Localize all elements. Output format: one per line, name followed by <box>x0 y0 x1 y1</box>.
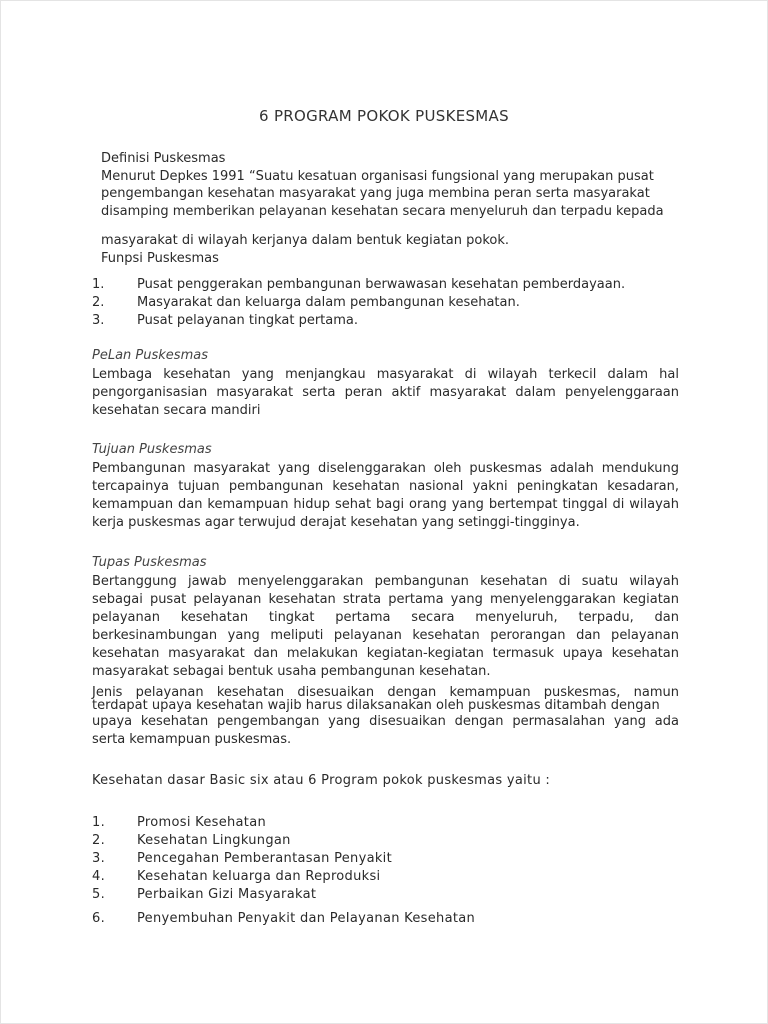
page-title: 6 PROGRAM POKOK PUSKESMAS <box>259 107 509 125</box>
program-list <box>92 814 682 928</box>
list-text: Kesehatan keIuarga dan Reproduksi <box>137 869 381 884</box>
paragraph-line: pelayanan kesehatan tingkat pertama secara menyeluruh, terpadu, dan <box>92 610 679 625</box>
list-text: Penyembuhan Penyakit dan PeIayanan Kesehatan <box>137 911 476 926</box>
list-text: Pencegahan Pemberantasan Penyakit <box>137 851 392 866</box>
list-item <box>92 886 682 904</box>
list-item <box>92 868 682 886</box>
peran-section <box>92 347 679 420</box>
list-item <box>92 814 682 832</box>
list-number: 5. <box>92 887 106 902</box>
list-text: Promosi Kesehatan <box>137 815 267 830</box>
list-number: 2. <box>92 295 105 310</box>
list-text: Perbaikan Gizi Masyarakat <box>137 887 317 902</box>
list-text: Masyarakat dan keluarga dalam pembangunan kesehatan. <box>137 295 520 310</box>
tujuan-section <box>92 441 679 532</box>
list-item <box>92 850 682 868</box>
tugas-heading: Tupas Puskesmas <box>92 555 207 570</box>
list-item <box>92 910 682 928</box>
list-number: 1. <box>92 277 105 292</box>
paragraph-line: terdapat upaya kesehatan wajib harus dilaksanakan oleh puskesmas ditambah dengan <box>92 698 660 713</box>
paragraph-line: serta kemampuan puskesmas. <box>92 732 292 747</box>
list-text: Pusat penggerakan pembangunan berwawasan kesehatan pemberdayaan. <box>137 277 626 292</box>
list-number: 2. <box>92 833 106 848</box>
paragraph-line: Pembangunan masyarakat yang diselenggarakan oleh puskesmas adalah mendukung <box>92 461 679 476</box>
tugas-section <box>92 554 679 749</box>
list-item <box>92 276 682 294</box>
definisi-line: masyarakat di wilayah kerjanya dalam bentuk kegiatan pokok. <box>101 233 510 248</box>
definisi-line: disamping memberikan pelayanan kesehatan secara menyeluruh dan terpadu kepada <box>101 203 664 219</box>
paragraph-line: sebagai pusat pelayanan kesehatan strata pertama yang menyelenggarakan kegiatan <box>92 592 679 607</box>
paragraph-line: kesehatan masyarakat dan melakukan kegiatan-kegiatan termasuk upaya kesehatan <box>92 646 679 661</box>
definisi-heading: Definisi Puskesmas <box>101 151 226 166</box>
list-item <box>92 294 682 312</box>
list-item <box>92 832 682 850</box>
fungsi-list <box>92 276 682 330</box>
paragraph-line: Jenis pelayanan kesehatan disesuaikan dengan kemampuan puskesmas, namun <box>92 685 679 700</box>
program-intro: Kesehatan dasar Basic six atau 6 Program pokok puskesmas yaitu : <box>92 773 551 788</box>
paragraph-line: pengorganisasian masyarakat serta peran aktif masyarakat dalam penyelenggaraan <box>92 385 679 400</box>
paragraph-line: berkesinambungan yang meliputi pelayanan kesehatan perorangan dan pelayanan <box>92 628 679 643</box>
paragraph-line: Bertanggung jawab menyelenggarakan pembangunan kesehatan di suatu wilayah <box>92 574 679 589</box>
list-number: 3. <box>92 851 106 866</box>
list-number: 6. <box>92 911 106 926</box>
list-text: Pusat pelayanan tingkat pertama. <box>137 313 358 328</box>
paragraph-line: kesehatan secara mandiri <box>92 403 261 418</box>
fungsi-heading: Funpsi Puskesmas <box>101 250 219 266</box>
paragraph-line: masyarakat sebagai bentuk usaha pembangunan kesehatan. <box>92 664 491 679</box>
list-number: 1. <box>92 815 106 830</box>
definisi-line: pengembangan kesehatan masyarakat yang juga membina peran serta masyarakat <box>101 186 650 201</box>
paragraph-line: kemampuan dan kemampuan hidup sehat bagi orang yang bertempat tinggal di wilayah <box>92 497 679 512</box>
list-text: Kesehatan Lingkungan <box>137 833 291 848</box>
peran-heading: PeLan Puskesmas <box>92 348 208 363</box>
paragraph-line: tercapainya tujuan pembangunan kesehatan nasional yakni peningkatan kesadaran, <box>92 479 679 494</box>
paragraph-line: upaya kesehatan pengembangan yang disesuaikan dengan permasalahan yang ada <box>92 714 679 729</box>
definisi-line: Menurut Depkes 1991 “Suatu kesatuan organisasi fungsional yang merupakan pusat <box>101 168 654 184</box>
definisi-section <box>101 150 681 267</box>
tujuan-heading: Tujuan Puskesmas <box>92 442 212 457</box>
paragraph-line: Lembaga kesehatan yang menjangkau masyarakat di wilayah terkecil dalam hal <box>92 367 679 382</box>
list-number: 3. <box>92 313 105 328</box>
paragraph-line: kerja puskesmas agar terwujud derajat kesehatan yang setinggi-tingginya. <box>92 515 580 530</box>
list-number: 4. <box>92 869 106 884</box>
list-item <box>92 312 682 330</box>
